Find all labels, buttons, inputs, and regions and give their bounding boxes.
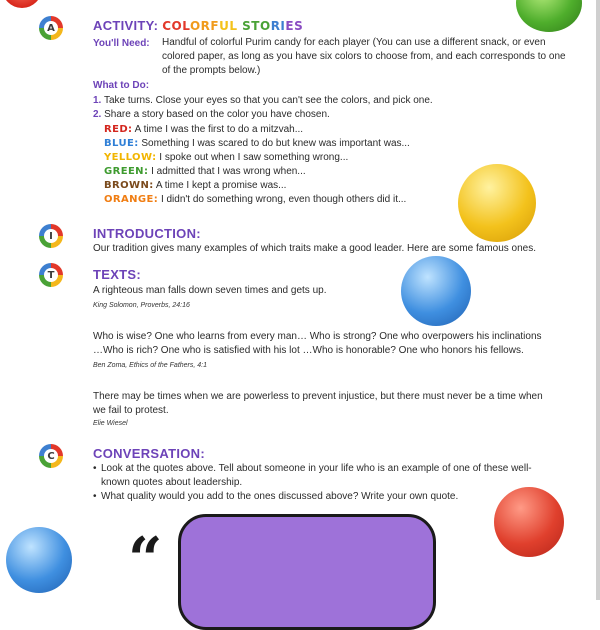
- prompt-red: RED: A time I was the first to do a mitzvah...: [104, 124, 304, 135]
- blue-candy-image: [6, 527, 72, 593]
- green-candy-image: [516, 0, 582, 32]
- blue-candy-image: [401, 256, 471, 326]
- quote-citation: Ben Zoma, Ethics of the Fathers, 4:1: [93, 362, 207, 369]
- step-item: 1. Take turns. Close your eyes so that you can't see the colors, and pick one.: [93, 95, 433, 106]
- what-to-do-label: What to Do:: [93, 80, 150, 91]
- conversation-heading: CONVERSATION:: [93, 446, 205, 461]
- quote-citation: Elie Wiesel: [93, 420, 128, 427]
- texts-icon: T: [39, 263, 63, 287]
- activity-heading: ACTIVITY: COLORFUL STORIES: [93, 18, 304, 33]
- list-item: • Look at the quotes above. Tell about someone in your life who is an example of one of these well-known quotes about leadership.: [93, 463, 532, 488]
- steps-list: [93, 94, 553, 122]
- quote-citation: King Solomon, Proverbs, 24:16: [93, 302, 190, 309]
- step-item: 2. Share a story based on the color you have chosen.: [93, 109, 330, 120]
- youll-need-label: You'll Need:: [93, 38, 150, 49]
- quote-mark-graphic: “: [128, 525, 163, 595]
- texts-heading: TEXTS:: [93, 267, 142, 282]
- youll-need-text: Handful of colorful Purim candy for each player (You can use a different snack, or even colored paper, as long as you have six colors to choose from, and each corresponds to one of the prompts below.): [162, 37, 566, 76]
- introduction-icon: I: [39, 224, 63, 248]
- prompt-orange: ORANGE: I didn't do something wrong, even though others did it...: [104, 194, 407, 205]
- prompt-blue: BLUE: Something I was scared to do but knew was important was...: [104, 138, 410, 149]
- page-edge-divider: [596, 0, 600, 600]
- purple-quote-box: [178, 514, 436, 630]
- quote-text: There may be times when we are powerless to prevent injustice, but there must never be a time when we fail to protest.: [93, 391, 543, 416]
- introduction-text: Our tradition gives many examples of which traits make a good leader. Here are some famous ones.: [93, 243, 536, 254]
- introduction-heading: INTRODUCTION:: [93, 226, 201, 241]
- activity-title: COLORFUL STORIES: [162, 19, 304, 33]
- activity-icon: A: [39, 16, 63, 40]
- conversation-list: [93, 462, 533, 504]
- prompt-brown: BROWN: A time I kept a promise was...: [104, 180, 287, 191]
- yellow-candy-image: [458, 164, 536, 242]
- quote-text: Who is wise? One who learns from every man… Who is strong? One who overpowers his inclinations …Who is rich? One who is satisfied with his lot …Who is honorable? One who honors his fellows.: [93, 331, 542, 356]
- prompt-green: GREEN: I admitted that I was wrong when...: [104, 166, 306, 177]
- prompt-yellow: YELLOW: I spoke out when I saw something wrong...: [104, 152, 349, 163]
- list-item: • What quality would you add to the ones discussed above? Write your own quote.: [93, 491, 459, 502]
- red-candy-image: [2, 0, 42, 8]
- conversation-icon: C: [39, 444, 63, 468]
- color-prompts: [104, 123, 410, 207]
- quote-text: A righteous man falls down seven times and gets up.: [93, 285, 327, 296]
